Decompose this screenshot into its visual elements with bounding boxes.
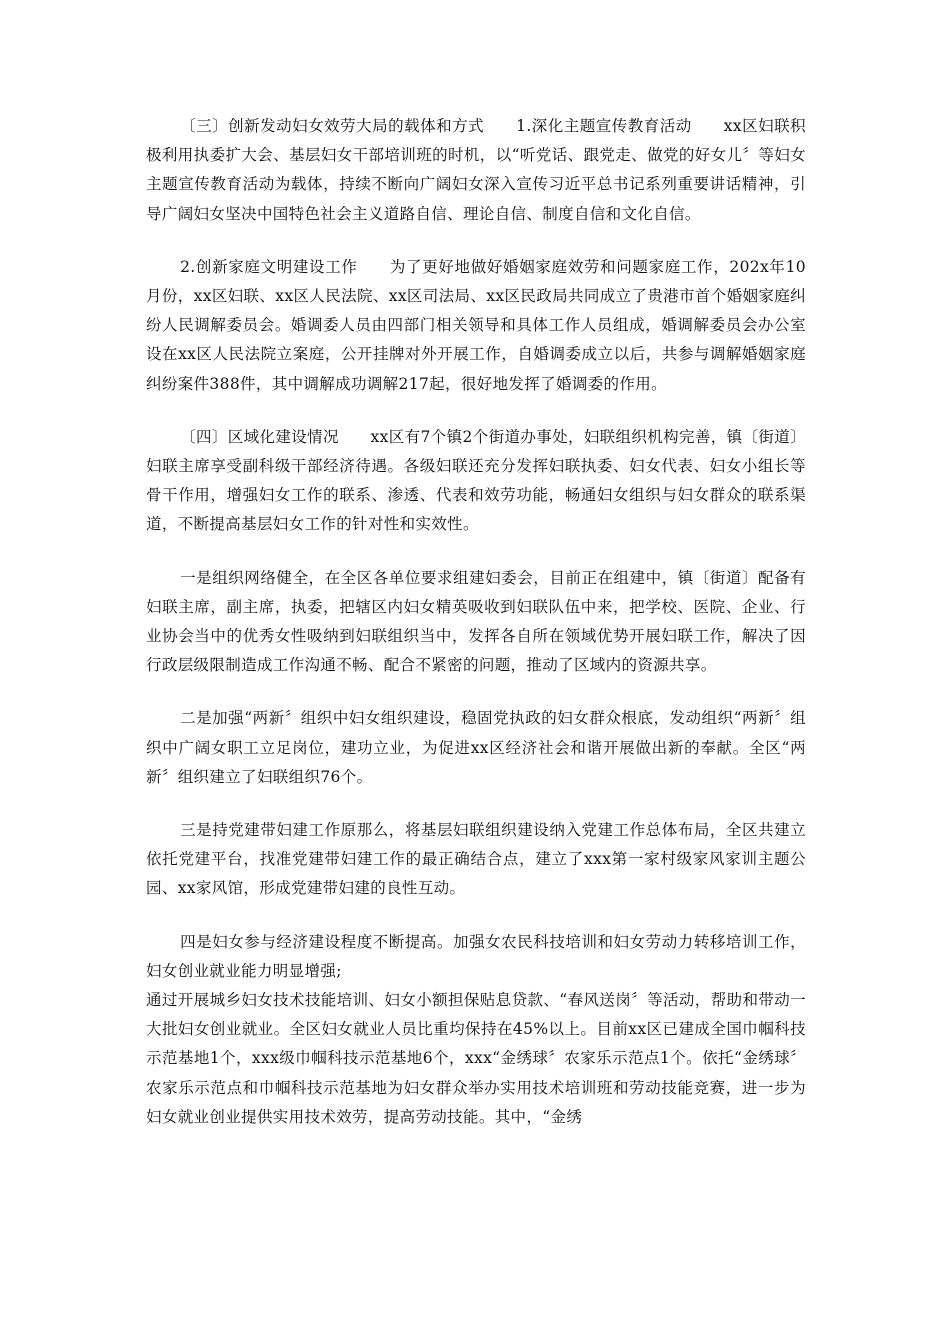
paragraph-two-new-organizations: 二是加强“两新〞组织中妇女组织建设，稳固党执政的妇女群众根底，发动组织“两新〞组织中广阔女职工立足岗位，建功立业，为促进xx区经济社会和谐开展做出新的奉献。全区“两新〞组织建立了妇联组织76个。 [146, 709, 806, 786]
paragraph-training-employment: 通过开展城乡妇女技术技能培训、妇女小额担保贴息贷款、“春风送岗〞等活动，帮助和带动一大批妇女创业就业。全区妇女就业人员比重均保持在45%以上。目前xx区已建成全国巾帼科技示范基地1个，xxx级巾帼科技示范基地6个，xxx“金绣球〞农家乐示范点1个。依托“金绣球〞农家乐示范点和巾帼科技示范基地为妇女群众举办实用技术培训班和劳动技能竞赛，进一步为妇女就业创业提供实用技术效劳，提高劳动技能。其中，“金绣 [146, 991, 806, 1126]
paragraph-network-sound: 一是组织网络健全，在全区各单位要求组建妇委会，目前正在组建中，镇〔街道〕配备有妇联主席，副主席，执委，把辖区内妇女精英吸收到妇联队伍中来，把学校、医院、企业、行业协会当中的优秀女性吸纳到妇联组织当中，发挥各自所在领域优势开展妇联工作，解决了因行政层级限制造成工作沟通不畅、配合不紧密的问题，推动了区域内的资源共享。 [146, 568, 806, 675]
paragraph-innovation-carrier: 〔三〕创新发动妇女效劳大局的载体和方式 1.深化主题宣传教育活动 xx区妇联积极利用执委扩大会、基层妇女干部培训班的时机，以“听党话、跟党走、做党的好女儿〞等妇女主题宣传教育活动为载体，持续不断向广阔妇女深入宣传习近平总书记系列重要讲话精神，引导广阔妇女坚决中国特色社会主义道路自信、理论自信、制度自信和文化自信。 [146, 117, 806, 223]
paragraph-economic-participation: 四是妇女参与经济建设程度不断提高。加强女农民科技培训和妇女劳动力转移培训工作，妇女创业就业能力明显增强; [146, 932, 806, 980]
paragraph-family-civilization: 2.创新家庭文明建设工作 为了更好地做好婚姻家庭效劳和问题家庭工作，202x年10月份，xx区妇联、xx区人民法院、xx区司法局、xx区民政局共同成立了贵港市首个婚姻家庭纠纷人民调解委员会。婚调委人员由四部门相关领导和具体工作人员组成，婚调解委员会办公室设在xx区人民法院立案庭，公开挂牌对外开展工作，自婚调委成立以后，共参与调解婚姻家庭纠纷案件388件，其中调解成功调解217起，很好地发挥了婚调委的作用。 [146, 257, 806, 393]
document-page [146, 112, 806, 1156]
paragraph-regional-construction: 〔四〕区域化建设情况 xx区有7个镇2个街道办事处，妇联组织机构完善，镇〔街道〕妇联主席享受副科级干部经济待遇。各级妇联还充分发挥妇联执委、妇女代表、妇女小组长等骨干作用，增强妇女工作的联系、渗透、代表和效劳功能，畅通妇女组织与妇女群众的联系渠道，不断提高基层妇女工作的针对性和实效性。 [146, 427, 806, 534]
paragraph-party-building: 三是持党建带妇建工作原那么，将基层妇联组织建设纳入党建工作总体布局，全区共建立依托党建平台，找准党建带妇建工作的最正确结合点，建立了xxx第一家村级家风家训主题公园、xx家风馆，形成党建带妇建的良性互动。 [146, 821, 806, 898]
